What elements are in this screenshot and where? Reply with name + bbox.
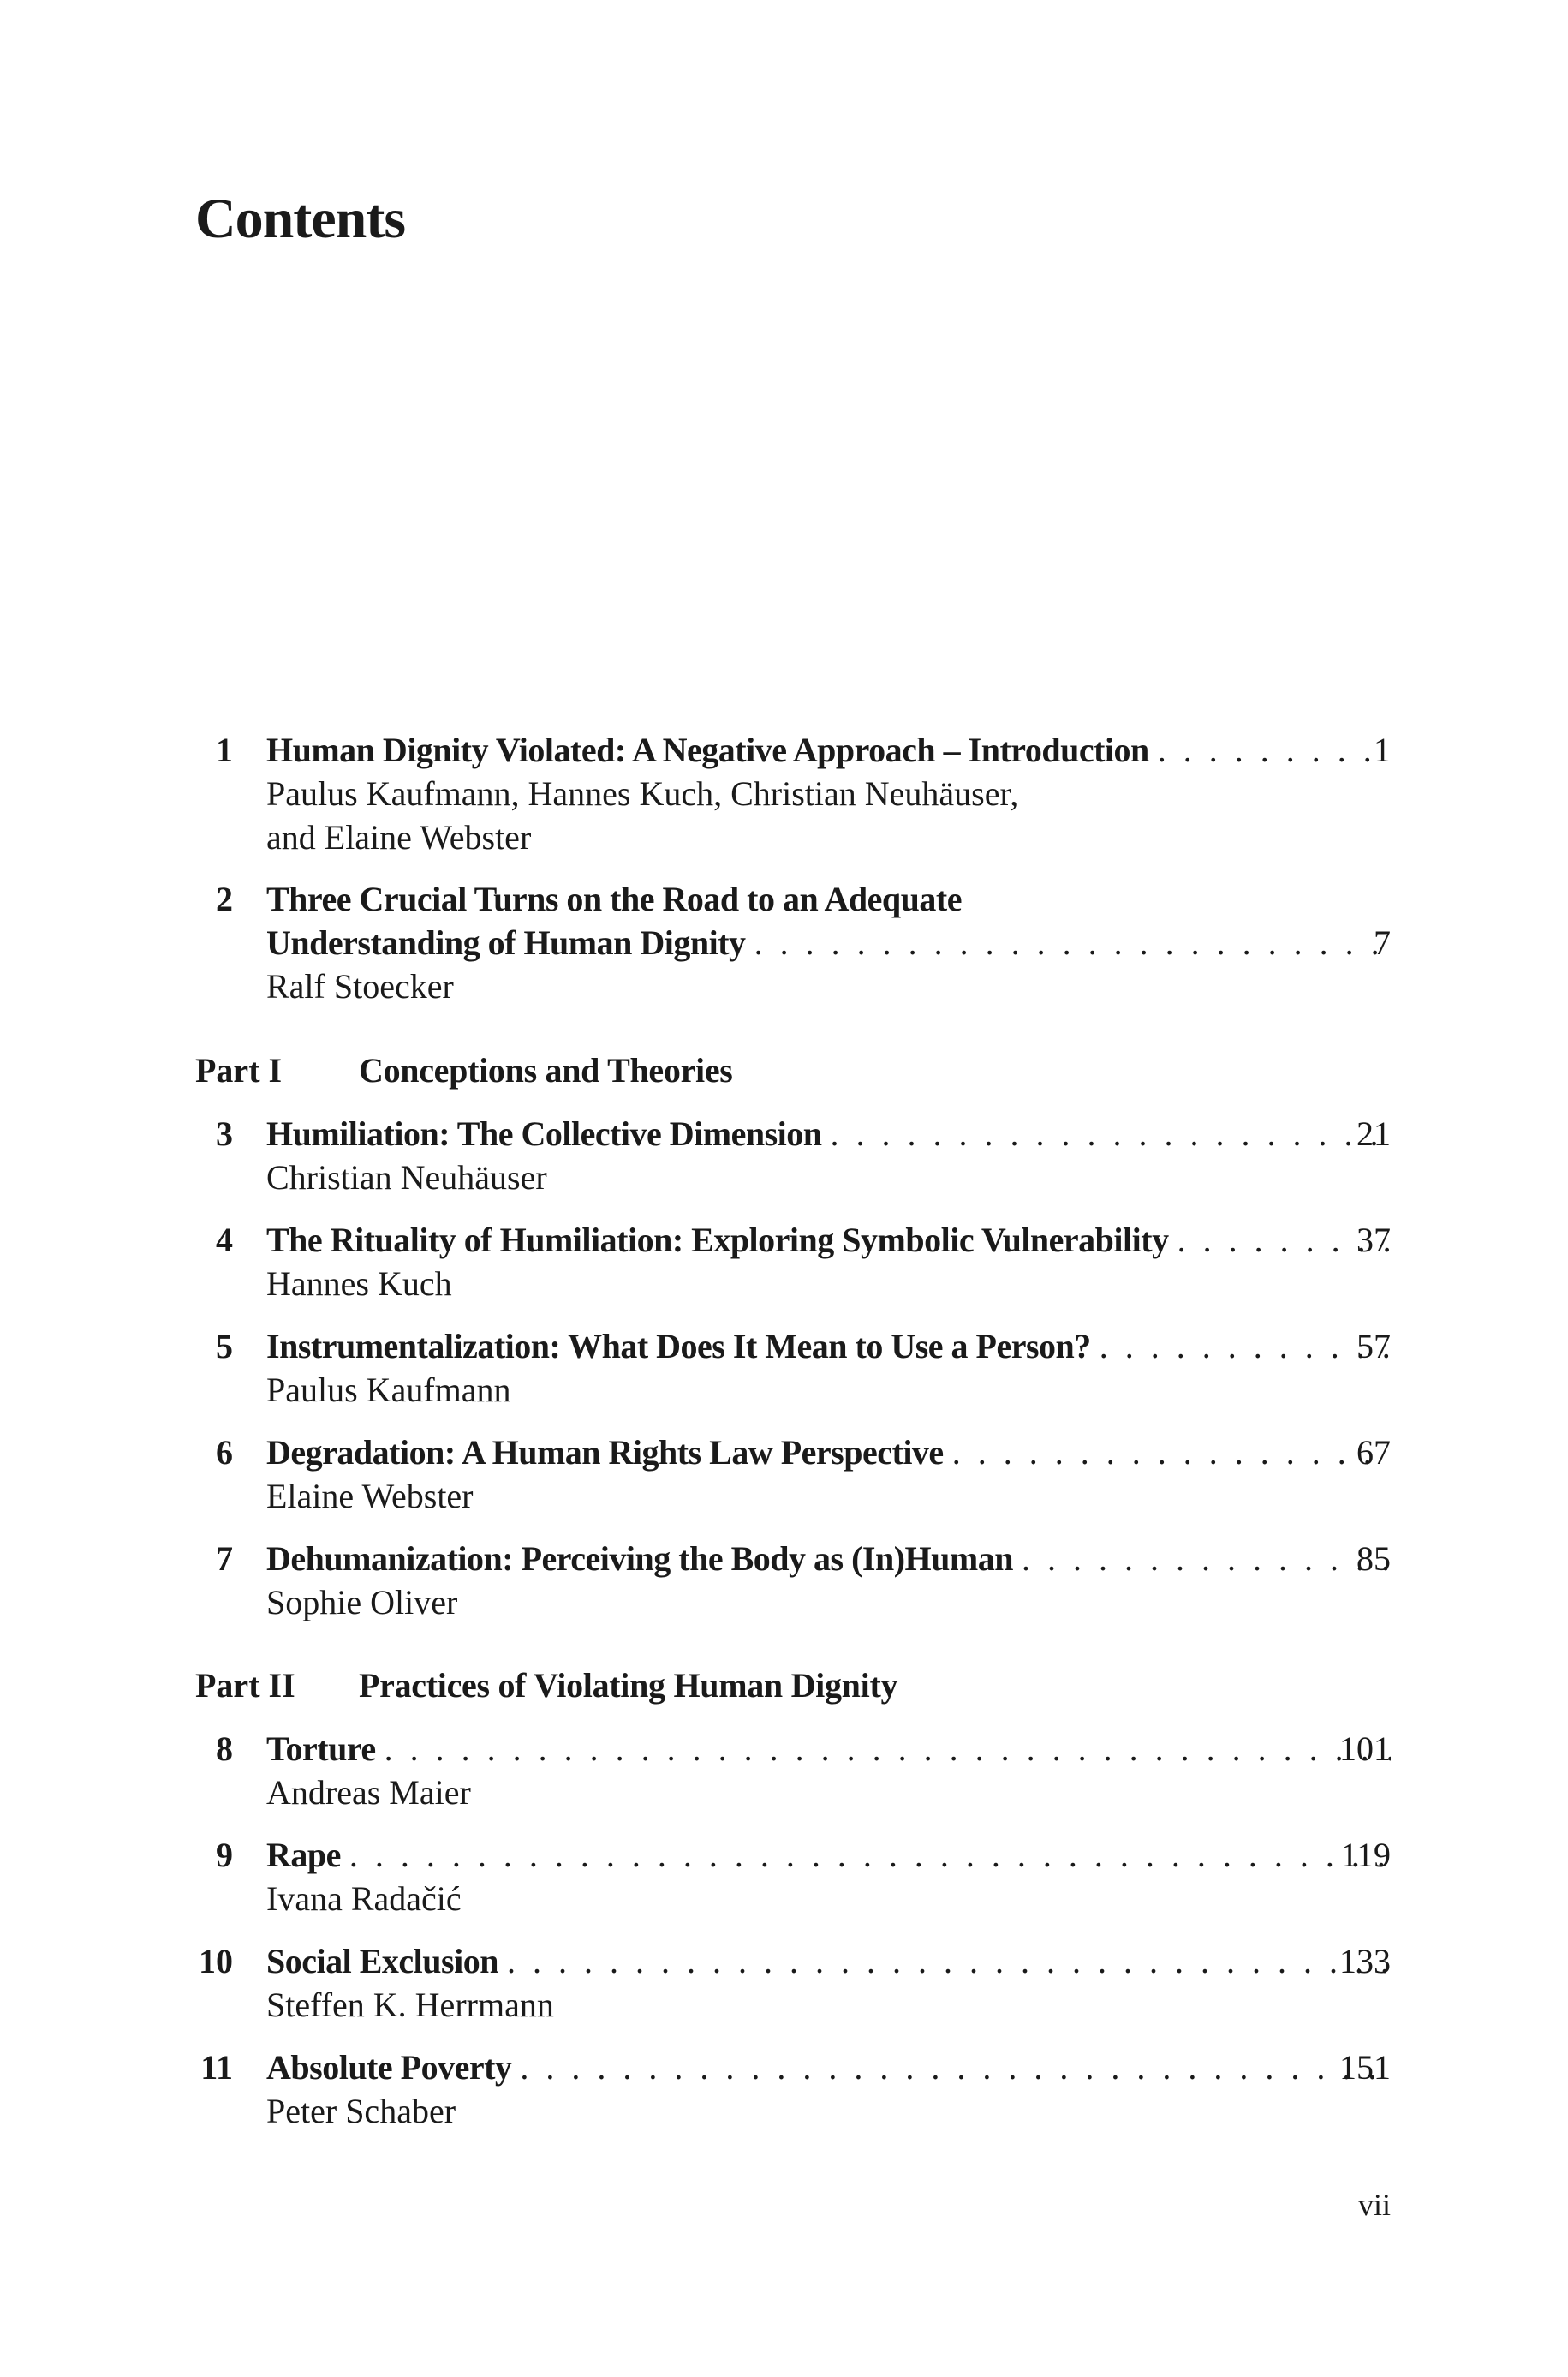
leader-dots bbox=[1158, 728, 1391, 772]
chapter-number: 3 bbox=[216, 1114, 233, 1153]
leader-dots bbox=[1022, 1537, 1391, 1580]
chapter-title: Understanding of Human Dignity bbox=[266, 923, 746, 962]
chapter-number: 1 bbox=[216, 731, 233, 769]
leader-dots bbox=[952, 1430, 1391, 1474]
page-number: 151 bbox=[1339, 2048, 1391, 2087]
chapter-authors: Christian Neuhäuser bbox=[266, 1158, 547, 1197]
chapter-title: The Rituality of Humiliation: Exploring Symbolic Vulnerability bbox=[266, 1221, 1169, 1259]
chapter-title: Social Exclusion bbox=[266, 1942, 498, 1980]
chapter-authors: Paulus Kaufmann, Hannes Kuch, Christian Neuhäuser, bbox=[266, 774, 1019, 813]
chapter-number: 8 bbox=[216, 1729, 233, 1768]
chapter-authors: Ralf Stoecker bbox=[266, 967, 454, 1006]
chapter-title-line bbox=[266, 1324, 1391, 1368]
page-number: 85 bbox=[1356, 1539, 1391, 1578]
page-number: 101 bbox=[1339, 1729, 1391, 1768]
chapter-title: Human Dignity Violated: A Negative Approach – Introduction bbox=[266, 731, 1149, 769]
chapter-title: Degradation: A Human Rights Law Perspective bbox=[266, 1433, 944, 1472]
chapter-title: Dehumanization: Perceiving the Body as (In)Human bbox=[266, 1539, 1013, 1578]
page-number: 21 bbox=[1356, 1114, 1391, 1153]
chapter-title-line bbox=[266, 2046, 1391, 2089]
page-number: 7 bbox=[1374, 923, 1391, 962]
chapter-authors: Peter Schaber bbox=[266, 2092, 456, 2130]
leader-dots bbox=[831, 1112, 1391, 1156]
part-label: Part I bbox=[195, 1051, 283, 1090]
part-title: Conceptions and Theories bbox=[359, 1051, 733, 1090]
chapter-number: 9 bbox=[216, 1836, 233, 1874]
page-number: 133 bbox=[1339, 1942, 1391, 1980]
page-folio: vii bbox=[1357, 2188, 1391, 2222]
chapter-number: 10 bbox=[199, 1942, 233, 1980]
page-number: 1 bbox=[1374, 731, 1391, 769]
chapter-title-line bbox=[266, 1430, 1391, 1474]
chapter-authors: Andreas Maier bbox=[266, 1773, 471, 1812]
page-number: 57 bbox=[1356, 1327, 1391, 1365]
chapter-authors: Hannes Kuch bbox=[266, 1264, 452, 1303]
part-title: Practices of Violating Human Dignity bbox=[359, 1666, 898, 1705]
chapter-number: 4 bbox=[216, 1221, 233, 1259]
chapter-number: 7 bbox=[216, 1539, 233, 1578]
page-number: 119 bbox=[1340, 1836, 1391, 1874]
leader-dots bbox=[385, 1727, 1391, 1771]
page-number: 67 bbox=[1356, 1433, 1391, 1472]
chapter-number: 6 bbox=[216, 1433, 233, 1472]
leader-dots bbox=[507, 1939, 1391, 1983]
chapter-title-line bbox=[266, 1833, 1391, 1877]
chapter-title-line bbox=[266, 1218, 1391, 1262]
chapter-title-line bbox=[266, 1537, 1391, 1580]
leader-dots bbox=[1100, 1324, 1391, 1368]
leader-dots bbox=[349, 1833, 1391, 1877]
chapter-number: 2 bbox=[216, 880, 233, 918]
chapter-authors: Steffen K. Herrmann bbox=[266, 1986, 554, 2024]
chapter-title: Rape bbox=[266, 1836, 341, 1874]
chapter-authors: and Elaine Webster bbox=[266, 818, 532, 857]
chapter-authors: Elaine Webster bbox=[266, 1477, 474, 1515]
chapter-title: Humiliation: The Collective Dimension bbox=[266, 1114, 822, 1153]
chapter-authors: Paulus Kaufmann bbox=[266, 1371, 511, 1409]
chapter-title: Torture bbox=[266, 1729, 376, 1768]
chapter-authors: Sophie Oliver bbox=[266, 1583, 458, 1621]
chapter-title-line bbox=[266, 1727, 1391, 1771]
chapter-title-line bbox=[266, 921, 1391, 965]
chapter-title-line bbox=[266, 1112, 1391, 1156]
chapter-title: Absolute Poverty bbox=[266, 2048, 512, 2087]
chapter-number: 5 bbox=[216, 1327, 233, 1365]
page-title: Contents bbox=[195, 188, 406, 250]
chapter-title-line bbox=[266, 877, 1391, 921]
page-number: 37 bbox=[1356, 1221, 1391, 1259]
leader-dots bbox=[754, 921, 1391, 965]
part-label: Part II bbox=[195, 1666, 295, 1705]
chapter-title: Three Crucial Turns on the Road to an Adequate bbox=[266, 880, 962, 918]
leader-dots bbox=[520, 2046, 1391, 2089]
chapter-authors: Ivana Radačić bbox=[266, 1879, 462, 1918]
chapter-title-line bbox=[266, 1939, 1391, 1983]
chapter-number: 11 bbox=[200, 2048, 233, 2087]
chapter-title: Instrumentalization: What Does It Mean to Use a Person? bbox=[266, 1327, 1091, 1365]
chapter-title-line bbox=[266, 728, 1391, 772]
